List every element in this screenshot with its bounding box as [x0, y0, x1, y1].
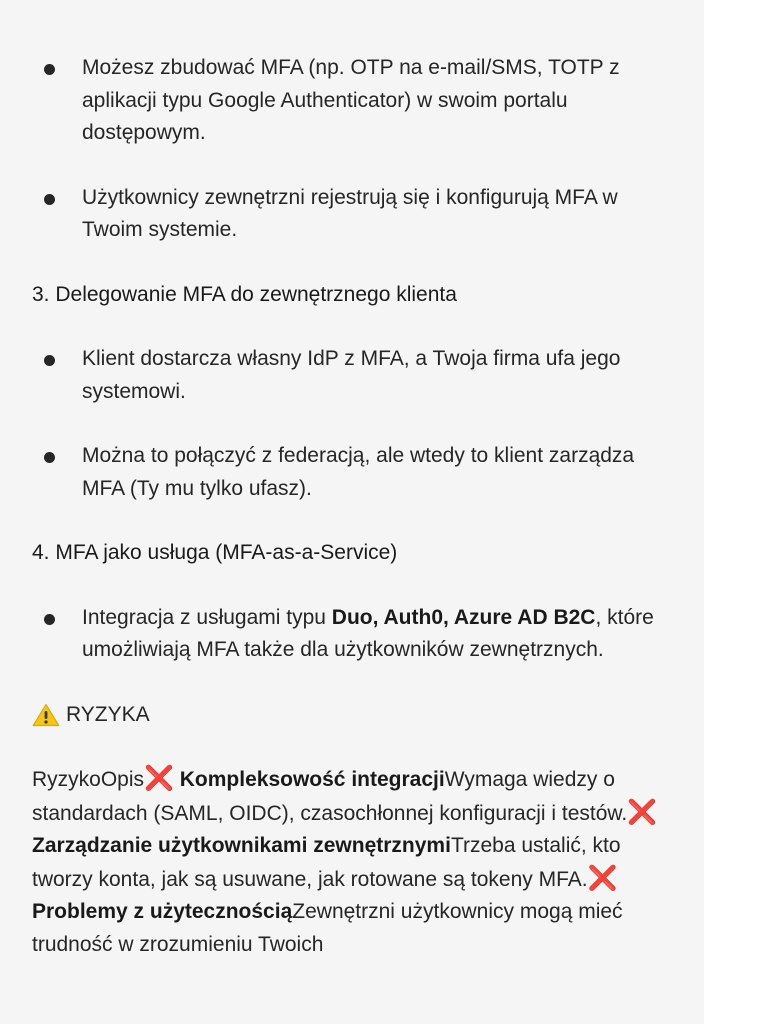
list-item-text-prefix: Integracja z usługami typu — [82, 605, 332, 629]
list-item — [32, 52, 672, 150]
bullet-dot-icon — [44, 64, 55, 75]
risks-title: RYZYKA — [66, 702, 150, 726]
section-4-heading: 4. MFA jako usługa (MFA-as-a-Service) — [32, 541, 398, 564]
cross-mark-icon: ❌ — [587, 864, 618, 892]
bullet-dot-icon — [44, 614, 55, 625]
list-item-text: Klient dostarcza własny IdP z MFA, a Twoja firma ufa jego systemowi. — [82, 347, 621, 403]
message-content — [32, 52, 672, 961]
list-item-text: Użytkownicy zewnętrzni rejestrują się i konfigurują MFA w Twoim systemie. — [82, 185, 618, 241]
list-item-text: Możesz zbudować MFA (np. OTP na e-mail/SMS, TOTP z aplikacji typu Google Authenticator) w swoim portalu dostępowym. — [82, 56, 620, 144]
list-item — [32, 440, 672, 505]
list-item — [32, 182, 672, 247]
top-bullet-list — [32, 52, 672, 247]
list-item — [32, 602, 672, 667]
bullet-dot-icon — [44, 452, 55, 463]
cross-mark-icon: ❌ — [144, 765, 174, 792]
risks-table-paragraph — [32, 763, 672, 961]
risk-name: Zarządzanie użytkownikami zewnętrznymi — [32, 834, 451, 857]
risk-description: Trzeba ustalić, kto tworzy konta, jak są usuwane, jak rotowane są tokeny MFA. — [32, 834, 621, 891]
list-item-strong: Duo, Auth0, Azure AD B2C — [331, 605, 596, 629]
risks-table-header: RyzykoOpis — [32, 768, 145, 791]
risk-description: Zewnętrzni użytkownicy mogą mieć trudność w zrozumieniu Twoich — [32, 900, 623, 956]
bullet-dot-icon — [44, 194, 55, 205]
risks-heading — [32, 699, 672, 732]
section-4-bullet-list — [32, 602, 672, 667]
list-item-text-suffix: , które umożliwiają MFA także dla użytkowników zewnętrznych. — [82, 605, 654, 661]
risk-name: Kompleksowość integracji — [179, 768, 445, 791]
bullet-dot-icon — [44, 355, 55, 366]
list-item — [32, 343, 672, 408]
section-3-bullet-list — [32, 343, 672, 505]
risk-name: Problemy z użytecznością — [32, 900, 293, 923]
section-3-heading: 3. Delegowanie MFA do zewnętrznego klienta — [32, 282, 457, 306]
cross-mark-icon: ❌ — [627, 798, 658, 826]
warning-icon — [32, 703, 60, 727]
list-item-text: Można to połączyć z federacją, ale wtedy to klient zarządza MFA (Ty mu tylko ufasz). — [82, 444, 635, 500]
risk-description: Wymaga wiedzy o standardach (SAML, OIDC), czasochłonnej konfiguracji i testów. — [32, 768, 628, 825]
